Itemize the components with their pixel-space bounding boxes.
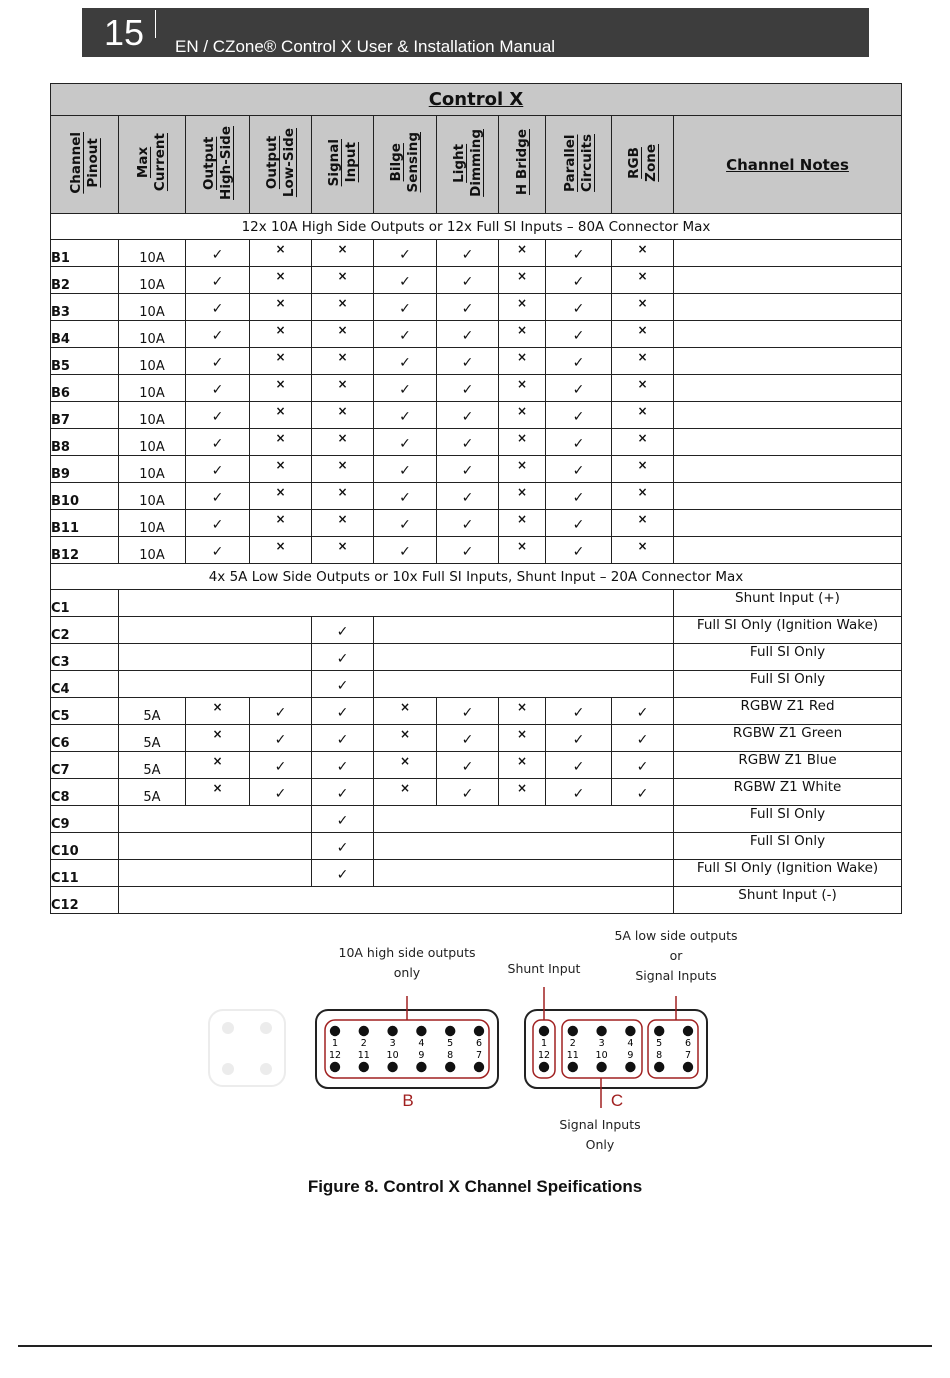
- connector-b-pin-number: 10: [386, 1050, 399, 1061]
- unsupported-mark: ×: [516, 403, 528, 418]
- max-current: 10A: [119, 510, 186, 537]
- connector-mounting-ghost: [209, 1010, 285, 1086]
- unsupported-mark: ×: [637, 295, 648, 310]
- supported-mark: ✓: [336, 678, 349, 694]
- connector-b-pin: [387, 1026, 397, 1036]
- unsupported-mark: ×: [337, 376, 348, 391]
- channel-pinout: B10: [51, 483, 119, 510]
- column-header-line: Output: [263, 135, 280, 190]
- notes-header-label: Channel Notes: [726, 155, 849, 174]
- supported-mark: ✓: [461, 544, 474, 560]
- connector-c-pin: [568, 1062, 578, 1072]
- section-b-heading: 12x 10A High Side Outputs or 12x Full SI Inputs – 80A Connector Max: [51, 214, 902, 240]
- supported-mark: ✓: [572, 463, 585, 479]
- column-header-line: Pinout: [84, 137, 101, 188]
- connector-c-pin: [625, 1062, 635, 1072]
- max-current: 10A: [119, 348, 186, 375]
- unsupported-mark: ×: [637, 484, 648, 499]
- unsupported-mark: ×: [637, 538, 648, 553]
- column-header-line: Zone: [642, 143, 659, 182]
- connector-c-pin-number: 6: [684, 1038, 692, 1049]
- connector-c-pin: [654, 1026, 664, 1036]
- supported-mark: ✓: [336, 867, 349, 883]
- channel-note: RGBW Z1 Red: [674, 698, 902, 725]
- connector-b-pin: [359, 1026, 369, 1036]
- max-current: 10A: [119, 402, 186, 429]
- unsupported-mark: ×: [516, 726, 528, 741]
- unsupported-mark: ×: [275, 322, 286, 337]
- supported-mark: ✓: [572, 382, 585, 398]
- supported-mark: ✓: [461, 786, 474, 802]
- supported-mark: ✓: [211, 355, 224, 371]
- supported-mark: ✓: [636, 732, 649, 748]
- unsupported-mark: ×: [337, 511, 348, 526]
- unsupported-mark: ×: [275, 241, 286, 256]
- unsupported-mark: ×: [516, 457, 528, 472]
- supported-mark: ✓: [461, 301, 474, 317]
- channel-note: Full SI Only: [674, 806, 902, 833]
- connector-b-pin-number: 8: [447, 1050, 454, 1061]
- column-header-line: Parallel: [561, 133, 578, 192]
- unsupported-mark: ×: [637, 457, 648, 472]
- label-signal-inputs-2: Only: [585, 1137, 615, 1152]
- table-title: Control X: [51, 84, 902, 116]
- unsupported-mark: ×: [516, 780, 528, 795]
- connector-c-pin: [654, 1062, 664, 1072]
- supported-mark: ✓: [461, 436, 474, 452]
- unsupported-mark: ×: [637, 241, 648, 256]
- supported-mark: ✓: [336, 651, 349, 667]
- channel-pinout: B11: [51, 510, 119, 537]
- supported-mark: ✓: [461, 490, 474, 506]
- unsupported-mark: ×: [516, 295, 528, 310]
- channel-pinout: B8: [51, 429, 119, 456]
- channel-note: Shunt Input (+): [674, 590, 902, 617]
- column-header-line: High-Side: [217, 125, 234, 200]
- connector-c-pin: [596, 1026, 606, 1036]
- max-current: 10A: [119, 375, 186, 402]
- connector-b-pin: [359, 1062, 369, 1072]
- connector-b: [316, 1010, 498, 1088]
- connector-b-pin-number: 12: [328, 1050, 342, 1061]
- supported-mark: ✓: [636, 705, 649, 721]
- connector-b-pin-number: 11: [357, 1050, 370, 1061]
- unsupported-mark: ×: [516, 511, 528, 526]
- unsupported-mark: ×: [516, 484, 528, 499]
- supported-mark: ✓: [461, 705, 474, 721]
- connector-c-pin-number: 8: [656, 1050, 663, 1061]
- connector-c-pin-number: 11: [566, 1050, 579, 1061]
- supported-mark: ✓: [211, 463, 224, 479]
- connector-c-pin-number: 12: [537, 1050, 551, 1061]
- column-header-line: Channel: [67, 131, 84, 194]
- supported-mark: ✓: [461, 274, 474, 290]
- connector-b-pin-number: 6: [475, 1038, 483, 1049]
- connector-c-pin: [625, 1026, 635, 1036]
- unsupported-mark: ×: [399, 699, 411, 714]
- supported-mark: ✓: [336, 786, 349, 802]
- supported-mark: ✓: [336, 759, 349, 775]
- supported-mark: ✓: [399, 409, 411, 425]
- channel-note: RGBW Z1 Green: [674, 725, 902, 752]
- unsupported-mark: ×: [637, 511, 648, 526]
- column-header-line: Output: [200, 135, 217, 190]
- connector-b-pin: [330, 1026, 340, 1036]
- supported-mark: ✓: [399, 490, 411, 506]
- unsupported-mark: ×: [275, 268, 286, 283]
- column-header-line: Circuits: [578, 133, 595, 192]
- supported-mark: ✓: [274, 732, 287, 748]
- unsupported-mark: ×: [399, 726, 411, 741]
- supported-mark: ✓: [211, 247, 224, 263]
- connector-c-pin-number: 1: [540, 1038, 548, 1049]
- connector-c: [525, 1010, 707, 1088]
- max-current: 10A: [119, 483, 186, 510]
- max-current: 10A: [119, 537, 186, 564]
- unsupported-mark: ×: [337, 241, 348, 256]
- channel-pinout: C6: [51, 725, 119, 752]
- supported-mark: ✓: [211, 517, 224, 533]
- unsupported-mark: ×: [275, 295, 286, 310]
- label-shunt-input: Shunt Input: [507, 961, 581, 976]
- unsupported-mark: ×: [212, 699, 223, 714]
- unsupported-mark: ×: [637, 430, 648, 445]
- supported-mark: ✓: [336, 705, 349, 721]
- unsupported-mark: ×: [337, 322, 348, 337]
- unsupported-mark: ×: [337, 538, 348, 553]
- manual-title: EN / CZone® Control X User & Installation Manual: [175, 37, 556, 56]
- page-number: 15: [104, 12, 145, 53]
- channel-pinout: C3: [51, 644, 119, 671]
- channel-pinout: C2: [51, 617, 119, 644]
- channel-pinout: B9: [51, 456, 119, 483]
- channel-pinout: C8: [51, 779, 119, 806]
- channel-pinout: C9: [51, 806, 119, 833]
- supported-mark: ✓: [336, 840, 349, 856]
- channel-note: Full SI Only: [674, 833, 902, 860]
- unsupported-mark: ×: [275, 376, 286, 391]
- channel-pinout: B7: [51, 402, 119, 429]
- column-header-line: Current: [152, 133, 168, 192]
- unsupported-mark: ×: [337, 349, 348, 364]
- column-header-line: Signal: [325, 138, 342, 187]
- unsupported-mark: ×: [337, 457, 348, 472]
- supported-mark: ✓: [211, 436, 224, 452]
- column-header-line: Bilge: [388, 143, 404, 182]
- unsupported-mark: ×: [637, 268, 648, 283]
- connector-c-pin: [683, 1026, 693, 1036]
- channel-note: Full SI Only (Ignition Wake): [674, 860, 902, 887]
- channel-note: Full SI Only (Ignition Wake): [674, 617, 902, 644]
- supported-mark: ✓: [399, 301, 411, 317]
- max-current: 10A: [119, 294, 186, 321]
- supported-mark: ✓: [572, 705, 585, 721]
- supported-mark: ✓: [572, 786, 585, 802]
- channel-pinout: C11: [51, 860, 119, 887]
- connector-c-pin-number: 3: [598, 1038, 605, 1049]
- unsupported-mark: ×: [399, 780, 411, 795]
- supported-mark: ✓: [572, 544, 585, 560]
- channel-pinout: C5: [51, 698, 119, 725]
- connector-b-pin-number: 1: [331, 1038, 339, 1049]
- max-current: 10A: [119, 429, 186, 456]
- supported-mark: ✓: [572, 301, 585, 317]
- channel-pinout: C4: [51, 671, 119, 698]
- unsupported-mark: ×: [275, 430, 286, 445]
- channel-pinout: C12: [51, 887, 119, 914]
- max-current: 10A: [119, 240, 186, 267]
- max-current: 5A: [119, 779, 186, 806]
- supported-mark: ✓: [211, 490, 224, 506]
- unsupported-mark: ×: [637, 403, 648, 418]
- connector-c-pin-number: 9: [627, 1050, 634, 1061]
- channel-note: RGBW Z1 Blue: [674, 752, 902, 779]
- figure-caption: Figure 8. Control X Channel Speifications: [307, 1177, 643, 1196]
- channel-note: RGBW Z1 White: [674, 779, 902, 806]
- supported-mark: ✓: [461, 328, 474, 344]
- unsupported-mark: ×: [399, 753, 411, 768]
- channel-pinout: B5: [51, 348, 119, 375]
- connector-c-pin-number: 4: [627, 1038, 634, 1049]
- supported-mark: ✓: [399, 274, 411, 290]
- supported-mark: ✓: [461, 247, 474, 263]
- column-header-line: H Bridge: [513, 129, 530, 196]
- column-header-line: Light: [450, 143, 467, 182]
- connector-b-pin: [474, 1026, 484, 1036]
- connector-c-pin: [596, 1062, 606, 1072]
- unsupported-mark: ×: [275, 457, 286, 472]
- max-current: 5A: [119, 698, 186, 725]
- connector-c-pin: [539, 1062, 549, 1072]
- supported-mark: ✓: [572, 409, 585, 425]
- supported-mark: ✓: [461, 409, 474, 425]
- label-b-outputs-2: only: [393, 965, 421, 980]
- unsupported-mark: ×: [212, 753, 223, 768]
- supported-mark: ✓: [461, 355, 474, 371]
- connector-b-pin: [445, 1026, 455, 1036]
- connector-c-pin: [568, 1026, 578, 1036]
- unsupported-mark: ×: [275, 538, 286, 553]
- max-current: 10A: [119, 321, 186, 348]
- channel-note: Full SI Only: [674, 644, 902, 671]
- channel-pinout: B2: [51, 267, 119, 294]
- unsupported-mark: ×: [516, 753, 528, 768]
- supported-mark: ✓: [461, 759, 474, 775]
- unsupported-mark: ×: [637, 349, 648, 364]
- connector-b-pin-number: 4: [418, 1038, 425, 1049]
- unsupported-mark: ×: [337, 268, 348, 283]
- supported-mark: ✓: [572, 328, 585, 344]
- supported-mark: ✓: [274, 705, 287, 721]
- supported-mark: ✓: [636, 786, 649, 802]
- unsupported-mark: ×: [275, 349, 286, 364]
- unsupported-mark: ×: [337, 430, 348, 445]
- connector-c-pin: [683, 1062, 693, 1072]
- unsupported-mark: ×: [516, 322, 528, 337]
- connector-b-pin-number: 2: [360, 1038, 367, 1049]
- connector-c-pin-number: 2: [569, 1038, 576, 1049]
- channel-pinout: C7: [51, 752, 119, 779]
- unsupported-mark: ×: [275, 511, 286, 526]
- connector-c-pin-number: 7: [684, 1050, 692, 1061]
- connector-b-label: B: [402, 1091, 414, 1110]
- unsupported-mark: ×: [516, 699, 528, 714]
- section-c-heading: 4x 5A Low Side Outputs or 10x Full SI Inputs, Shunt Input – 20A Connector Max: [51, 564, 902, 590]
- max-current: 10A: [119, 456, 186, 483]
- channel-pinout: B1: [51, 240, 119, 267]
- connector-b-pin: [416, 1026, 426, 1036]
- unsupported-mark: ×: [337, 403, 348, 418]
- unsupported-mark: ×: [516, 349, 528, 364]
- unsupported-mark: ×: [212, 726, 223, 741]
- channel-pinout: C1: [51, 590, 119, 617]
- channel-pinout: B12: [51, 537, 119, 564]
- connector-c-label: C: [610, 1091, 624, 1110]
- channel-pinout: B6: [51, 375, 119, 402]
- supported-mark: ✓: [572, 732, 585, 748]
- supported-mark: ✓: [461, 382, 474, 398]
- max-current: 5A: [119, 725, 186, 752]
- unsupported-mark: ×: [637, 376, 648, 391]
- connector-b-pin: [474, 1062, 484, 1072]
- max-current: 10A: [119, 267, 186, 294]
- column-header-line: Sensing: [405, 132, 421, 193]
- footer-rule: [18, 1345, 932, 1347]
- supported-mark: ✓: [572, 247, 585, 263]
- unsupported-mark: ×: [516, 241, 528, 256]
- unsupported-mark: ×: [516, 430, 528, 445]
- supported-mark: ✓: [399, 517, 411, 533]
- supported-mark: ✓: [399, 247, 411, 263]
- connector-b-pin: [445, 1062, 455, 1072]
- connector-b-pin: [387, 1062, 397, 1072]
- unsupported-mark: ×: [637, 322, 648, 337]
- supported-mark: ✓: [399, 544, 411, 560]
- supported-mark: ✓: [572, 274, 585, 290]
- supported-mark: ✓: [572, 759, 585, 775]
- column-header-line: Dimming: [467, 128, 484, 197]
- channel-note: Full SI Only: [674, 671, 902, 698]
- supported-mark: ✓: [336, 732, 349, 748]
- supported-mark: ✓: [399, 436, 411, 452]
- label-signal-inputs-1: Signal Inputs: [559, 1117, 641, 1132]
- connector-b-pin-number: 3: [389, 1038, 396, 1049]
- channel-pinout: B3: [51, 294, 119, 321]
- connector-c-pin-number: 10: [595, 1050, 608, 1061]
- unsupported-mark: ×: [516, 538, 528, 553]
- connector-b-pin: [330, 1062, 340, 1072]
- supported-mark: ✓: [461, 463, 474, 479]
- supported-mark: ✓: [211, 544, 224, 560]
- supported-mark: ✓: [399, 328, 411, 344]
- connector-b-pin-number: 5: [447, 1038, 454, 1049]
- column-header-line: Input: [342, 142, 359, 183]
- supported-mark: ✓: [572, 355, 585, 371]
- supported-mark: ✓: [636, 759, 649, 775]
- connector-b-pin-number: 7: [475, 1050, 483, 1061]
- supported-mark: ✓: [274, 759, 287, 775]
- supported-mark: ✓: [572, 490, 585, 506]
- unsupported-mark: ×: [516, 268, 528, 283]
- connector-b-pin-number: 9: [418, 1050, 425, 1061]
- supported-mark: ✓: [399, 355, 411, 371]
- unsupported-mark: ×: [212, 780, 223, 795]
- label-c-outputs-2: or: [669, 948, 683, 963]
- max-current: 5A: [119, 752, 186, 779]
- connector-b-pin: [416, 1062, 426, 1072]
- supported-mark: ✓: [461, 517, 474, 533]
- unsupported-mark: ×: [516, 376, 528, 391]
- supported-mark: ✓: [572, 436, 585, 452]
- channel-note: Shunt Input (-): [674, 887, 902, 914]
- column-header-line: Max: [135, 146, 151, 179]
- label-c-outputs-3: Signal Inputs: [635, 968, 717, 983]
- unsupported-mark: ×: [337, 484, 348, 499]
- supported-mark: ✓: [211, 274, 224, 290]
- column-header-line: Low-Side: [280, 127, 297, 198]
- supported-mark: ✓: [399, 463, 411, 479]
- supported-mark: ✓: [572, 517, 585, 533]
- supported-mark: ✓: [211, 301, 224, 317]
- unsupported-mark: ×: [275, 403, 286, 418]
- column-header-line: RGB: [625, 146, 642, 179]
- label-c-outputs-1: 5A low side outputs: [614, 928, 738, 943]
- supported-mark: ✓: [461, 732, 474, 748]
- supported-mark: ✓: [336, 813, 349, 829]
- label-b-outputs-1: 10A high side outputs: [338, 945, 476, 960]
- supported-mark: ✓: [336, 624, 349, 640]
- unsupported-mark: ×: [337, 295, 348, 310]
- supported-mark: ✓: [399, 382, 411, 398]
- supported-mark: ✓: [211, 328, 224, 344]
- supported-mark: ✓: [274, 786, 287, 802]
- supported-mark: ✓: [211, 409, 224, 425]
- channel-pinout: B4: [51, 321, 119, 348]
- unsupported-mark: ×: [275, 484, 286, 499]
- connector-c-pin: [539, 1026, 549, 1036]
- supported-mark: ✓: [211, 382, 224, 398]
- connector-c-pin-number: 5: [656, 1038, 663, 1049]
- channel-pinout: C10: [51, 833, 119, 860]
